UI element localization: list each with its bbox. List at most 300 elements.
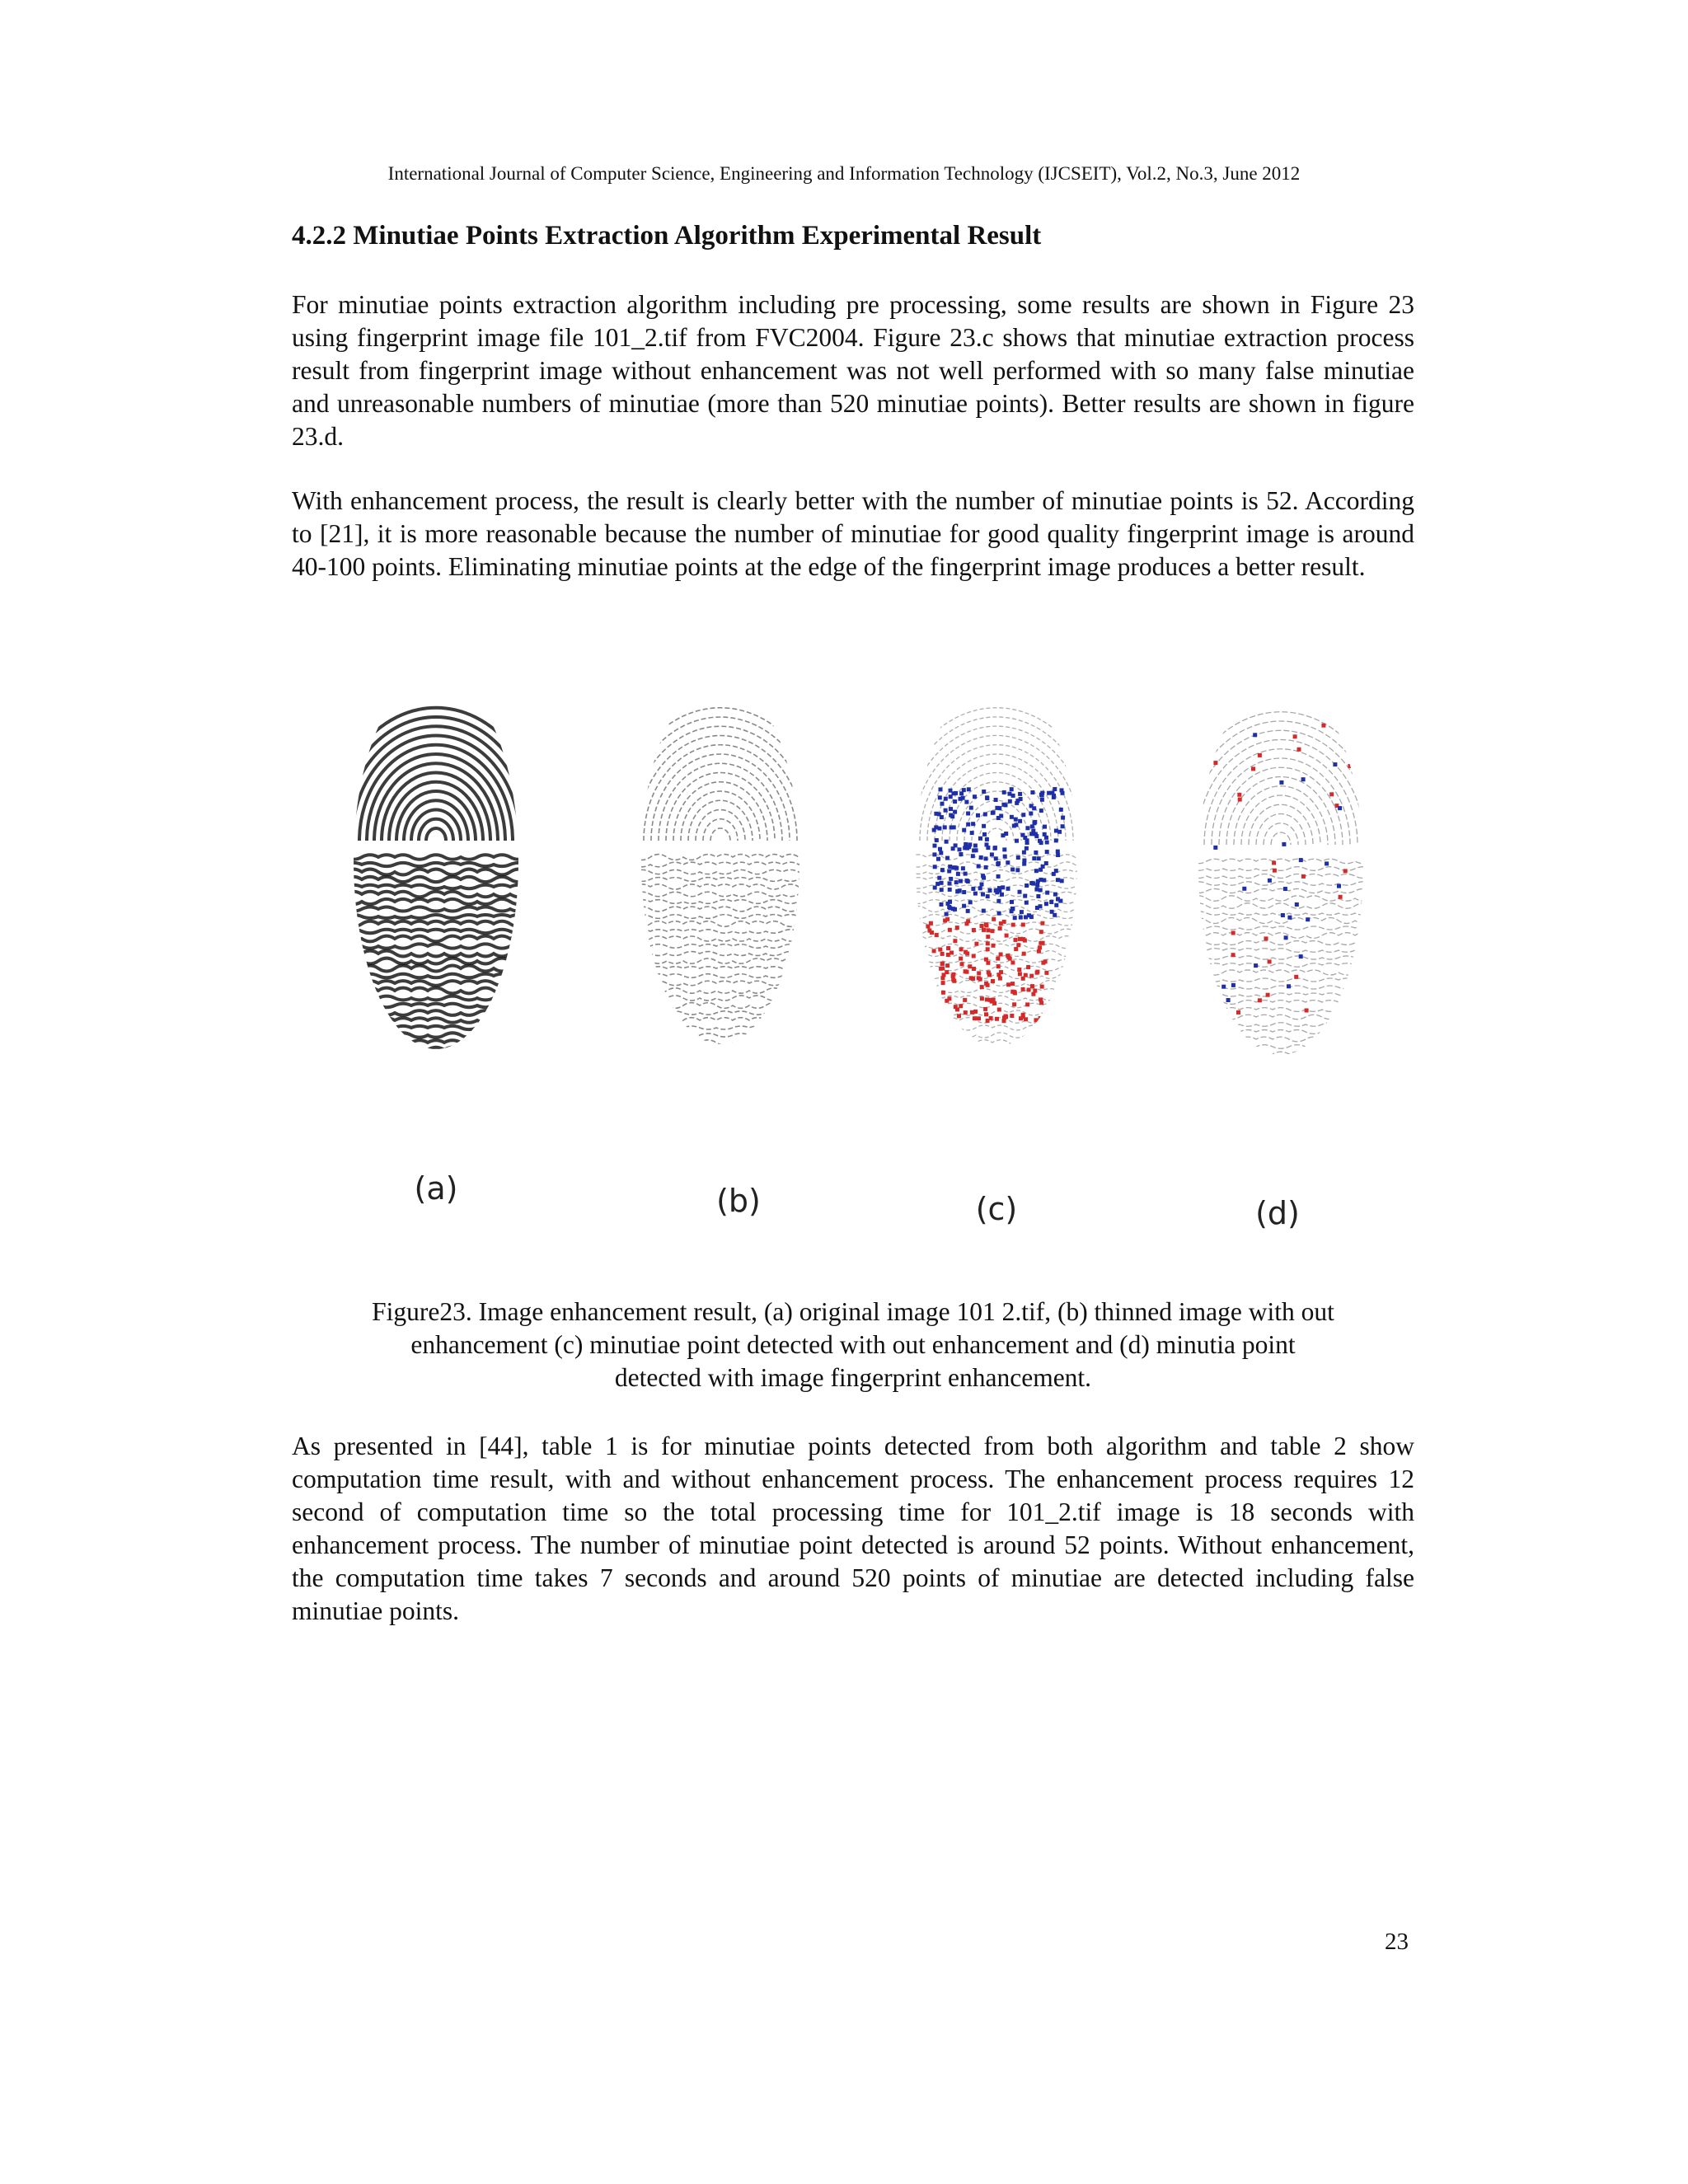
ridge-line bbox=[1190, 896, 1388, 901]
minutia-point bbox=[1279, 780, 1283, 785]
minutia-point bbox=[1003, 855, 1007, 859]
panel-c-minutiae-without-enhancement bbox=[890, 708, 1103, 1045]
minutia-point bbox=[1012, 1002, 1016, 1006]
minutia-point bbox=[1024, 973, 1028, 977]
ridge-line bbox=[910, 944, 1091, 948]
ridge-line bbox=[634, 952, 815, 956]
minutia-point bbox=[1041, 941, 1045, 945]
minutia-point bbox=[1000, 893, 1004, 897]
minutia-point bbox=[971, 822, 975, 826]
minutia-point bbox=[1025, 883, 1029, 888]
minutia-point bbox=[1213, 761, 1217, 765]
minutia-point bbox=[1016, 943, 1020, 947]
minutia-point bbox=[934, 990, 938, 994]
minutia-point bbox=[1045, 841, 1049, 845]
minutia-point bbox=[953, 810, 957, 814]
minutia-point bbox=[1029, 881, 1034, 885]
minutia-point bbox=[1025, 1002, 1029, 1006]
minutia-point bbox=[1325, 861, 1329, 865]
minutia-point bbox=[1015, 868, 1020, 872]
ridge-line bbox=[634, 892, 815, 896]
panel-label-a: (a) bbox=[414, 1170, 458, 1207]
minutia-point bbox=[1044, 861, 1048, 865]
minutia-point bbox=[935, 882, 940, 886]
minutia-point bbox=[1030, 790, 1034, 794]
minutia-point bbox=[989, 1016, 993, 1020]
minutia-point bbox=[940, 902, 944, 907]
minutia-point bbox=[972, 967, 976, 971]
minutia-point bbox=[995, 1017, 999, 1021]
ridge-line bbox=[634, 907, 815, 912]
ridge-line bbox=[634, 1018, 815, 1024]
minutia-point bbox=[1039, 868, 1043, 872]
minutia-point bbox=[1039, 1001, 1043, 1005]
ridge-line bbox=[634, 1033, 815, 1037]
page-number: 23 bbox=[1385, 1929, 1409, 1955]
minutia-point bbox=[1219, 722, 1223, 726]
ridge-line bbox=[634, 855, 815, 860]
ridge-line bbox=[345, 1004, 543, 1007]
minutia-point bbox=[1006, 887, 1010, 891]
ridge-line bbox=[634, 900, 815, 904]
minutia-point bbox=[1037, 949, 1041, 954]
ridge-line bbox=[345, 1047, 543, 1053]
ridge-line bbox=[345, 899, 543, 904]
minutia-point bbox=[940, 967, 945, 971]
minutia-point bbox=[1293, 734, 1297, 738]
minutia-point bbox=[958, 847, 962, 851]
panel-label-d: (d) bbox=[1255, 1195, 1300, 1231]
minutia-point bbox=[1002, 920, 1006, 924]
minutia-point bbox=[1005, 934, 1009, 938]
ridge-line bbox=[345, 855, 543, 859]
minutia-point bbox=[991, 929, 995, 933]
minutia-point bbox=[1284, 935, 1288, 940]
minutia-point bbox=[1021, 813, 1025, 817]
minutia-point bbox=[1231, 931, 1236, 935]
minutia-point bbox=[1059, 808, 1063, 812]
ridge-line bbox=[1197, 740, 1365, 846]
ridge-line bbox=[345, 1010, 543, 1015]
minutia-point bbox=[936, 857, 940, 861]
minutia-point bbox=[973, 892, 978, 896]
minutia-point bbox=[961, 866, 965, 870]
ridge-line bbox=[688, 800, 753, 841]
ridge-line bbox=[1219, 767, 1343, 845]
minutia-point bbox=[982, 790, 986, 794]
minutia-point bbox=[1002, 790, 1006, 794]
caption-line-1: Figure23. Image enhancement result, (a) original image 101 2.tif, (b) thinned image with out bbox=[372, 1297, 1334, 1326]
minutia-point bbox=[993, 846, 997, 851]
minutia-point bbox=[1251, 766, 1255, 771]
minutia-point bbox=[1044, 902, 1048, 906]
minutia-point bbox=[954, 1005, 958, 1009]
minutia-point bbox=[1016, 855, 1020, 860]
ridge-line bbox=[910, 1025, 1091, 1030]
minutia-point bbox=[967, 787, 971, 791]
minutia-point bbox=[940, 962, 945, 966]
minutia-point bbox=[984, 856, 988, 860]
minutia-point bbox=[1022, 859, 1026, 863]
minutia-point bbox=[932, 949, 936, 953]
minutia-point bbox=[970, 1010, 974, 1015]
minutia-point bbox=[987, 972, 992, 977]
minutia-point bbox=[1001, 833, 1005, 837]
minutia-point bbox=[945, 917, 950, 921]
minutia-point bbox=[1040, 921, 1044, 926]
minutia-point bbox=[997, 1008, 1001, 1012]
minutia-point bbox=[1268, 879, 1272, 883]
minutia-point bbox=[1015, 839, 1019, 843]
ridge-line bbox=[345, 915, 543, 918]
minutia-point bbox=[945, 963, 950, 968]
minutia-point bbox=[997, 972, 1001, 977]
minutia-point bbox=[951, 907, 955, 911]
minutia-point bbox=[933, 886, 937, 890]
minutia-point bbox=[946, 946, 950, 950]
minutia-point bbox=[940, 976, 945, 980]
minutia-point bbox=[982, 928, 986, 932]
ridge-line bbox=[634, 878, 815, 882]
minutia-point bbox=[1032, 856, 1036, 860]
minutia-point bbox=[984, 922, 988, 926]
minutia-point bbox=[934, 825, 938, 829]
minutia-point bbox=[978, 837, 982, 841]
minutia-point bbox=[1338, 806, 1342, 810]
minutia-point bbox=[996, 874, 1001, 879]
ridge-line bbox=[1190, 882, 1388, 885]
ridge-line bbox=[1249, 804, 1313, 845]
minutia-point bbox=[954, 791, 958, 795]
minutia-point bbox=[1029, 974, 1034, 978]
panel-label-b: (b) bbox=[716, 1183, 761, 1219]
minutia-point bbox=[1014, 818, 1018, 822]
minutia-point bbox=[953, 799, 957, 804]
minutia-point bbox=[955, 889, 959, 893]
minutia-point bbox=[940, 815, 944, 819]
ridge-line bbox=[345, 869, 543, 875]
minutia-point bbox=[973, 844, 978, 848]
ridge-line bbox=[1264, 823, 1298, 845]
minutia-point bbox=[1035, 971, 1039, 975]
minutia-point bbox=[965, 921, 969, 926]
ridge-line bbox=[636, 736, 804, 841]
minutia-point bbox=[973, 794, 977, 799]
minutia-point bbox=[1019, 797, 1023, 801]
minutia-point bbox=[1025, 826, 1029, 830]
minutia-point bbox=[1053, 893, 1057, 897]
minutia-point bbox=[1010, 1014, 1014, 1018]
ridge-line bbox=[1190, 1052, 1388, 1057]
ridge-line bbox=[345, 958, 543, 964]
ridge-line bbox=[634, 967, 815, 970]
ridge-line bbox=[1190, 970, 1388, 975]
ridge-line bbox=[910, 959, 1091, 963]
minutia-point bbox=[927, 929, 931, 933]
minutia-point bbox=[999, 814, 1003, 818]
ridge-line bbox=[1190, 867, 1388, 871]
ridge-line bbox=[1190, 874, 1388, 879]
ridge-line bbox=[1190, 1037, 1388, 1042]
ridge-line bbox=[634, 1040, 815, 1045]
minutia-point bbox=[953, 939, 957, 943]
ridge-line bbox=[910, 1003, 1091, 1007]
minutia-point bbox=[1266, 993, 1270, 997]
ridge-line bbox=[1190, 1030, 1388, 1034]
minutia-point bbox=[964, 969, 968, 973]
ridge-line bbox=[634, 988, 815, 993]
ridge-line bbox=[1190, 956, 1388, 959]
ridge-line bbox=[345, 981, 543, 986]
figure-caption bbox=[292, 1296, 1414, 1394]
minutia-point bbox=[1038, 945, 1042, 949]
minutia-point bbox=[939, 851, 943, 855]
minutia-point bbox=[1011, 794, 1015, 798]
minutia-point bbox=[981, 874, 985, 878]
ridge-line bbox=[634, 869, 815, 874]
minutia-point bbox=[1333, 762, 1337, 766]
minutia-point bbox=[1034, 851, 1038, 855]
ridge-line bbox=[345, 877, 543, 882]
minutia-point bbox=[972, 928, 976, 932]
ridge-line bbox=[396, 791, 476, 841]
minutia-point bbox=[1025, 838, 1029, 842]
minutia-point bbox=[966, 909, 970, 913]
minutia-point bbox=[982, 824, 986, 828]
minutia-point bbox=[1001, 803, 1006, 807]
minutia-point bbox=[941, 981, 945, 985]
minutia-point bbox=[940, 868, 945, 872]
ridge-line bbox=[1190, 888, 1388, 893]
minutia-point bbox=[983, 1007, 987, 1011]
minutia-point bbox=[1061, 816, 1065, 820]
ridge-line bbox=[1190, 1015, 1388, 1019]
ridge-line bbox=[345, 936, 543, 942]
minutia-point bbox=[962, 904, 966, 908]
minutia-point bbox=[1253, 733, 1257, 737]
ridge-line bbox=[634, 1026, 815, 1029]
minutia-point bbox=[985, 837, 989, 841]
figure-23 bbox=[292, 651, 1414, 1277]
ridge-line bbox=[1190, 963, 1388, 968]
minutia-point bbox=[1031, 992, 1035, 996]
minutia-point bbox=[1337, 884, 1341, 888]
minutia-point bbox=[939, 787, 943, 791]
minutia-point bbox=[990, 1000, 994, 1004]
minutia-point bbox=[1022, 952, 1026, 956]
ridge-line bbox=[910, 870, 1091, 874]
minutia-point bbox=[972, 954, 976, 958]
minutia-point bbox=[1329, 792, 1334, 796]
minutia-point bbox=[980, 985, 984, 989]
minutia-point bbox=[1331, 1017, 1335, 1021]
minutia-point bbox=[1231, 983, 1236, 987]
ridge-line bbox=[1241, 795, 1320, 845]
minutia-point bbox=[1022, 851, 1026, 855]
ridge-line bbox=[634, 974, 815, 978]
minutia-point bbox=[964, 1010, 968, 1015]
minutia-point bbox=[970, 831, 974, 835]
minutia-point bbox=[1053, 787, 1057, 791]
minutia-point bbox=[1237, 793, 1241, 797]
minutia-point bbox=[954, 880, 959, 884]
minutia-point bbox=[955, 926, 959, 930]
minutia-point bbox=[1010, 868, 1015, 872]
minutia-point bbox=[926, 993, 930, 997]
minutia-point bbox=[944, 797, 948, 801]
minutia-point bbox=[997, 806, 1001, 810]
ridge-line bbox=[681, 791, 760, 841]
minutia-point bbox=[1281, 913, 1285, 917]
minutia-point bbox=[1282, 842, 1286, 846]
minutia-point bbox=[1054, 829, 1058, 833]
ridge-line bbox=[634, 1003, 815, 1009]
ridge-line bbox=[910, 989, 1091, 993]
minutia-point bbox=[1025, 846, 1029, 851]
minutia-point bbox=[999, 953, 1003, 957]
ridge-line bbox=[1190, 978, 1388, 982]
minutia-point bbox=[980, 924, 984, 928]
minutia-point bbox=[978, 886, 982, 890]
minutia-point bbox=[959, 947, 964, 951]
minutia-point bbox=[940, 888, 944, 892]
minutia-point bbox=[1021, 937, 1025, 941]
minutia-point bbox=[963, 998, 967, 1002]
ridge-line bbox=[345, 974, 543, 978]
minutia-point bbox=[986, 935, 990, 939]
minutia-point bbox=[1060, 788, 1064, 792]
minutia-point bbox=[966, 823, 970, 827]
minutia-point bbox=[926, 925, 930, 929]
minutia-point bbox=[984, 1012, 988, 1016]
minutia-point bbox=[1012, 824, 1016, 828]
minutia-point bbox=[959, 852, 963, 856]
ridge-line bbox=[1190, 949, 1388, 953]
ridge-line bbox=[345, 885, 543, 888]
minutia-point bbox=[1301, 874, 1306, 879]
ridge-line bbox=[345, 944, 543, 948]
minutia-point bbox=[938, 948, 942, 952]
paragraph-3: As presented in [44], table 1 is for minutiae points detected from both algorithm and table 2 show computation time result, with and without enhancement process. The enhancement process requires 12 second of computation time so the total processing time for 101_2.tif image is 18 seconds with enhancement process. The number of minutiae point detected is around 52 points. Without enhancement, the computation time takes 7 seconds and around 520 points of minutiae are detected including false minutiae points. bbox=[292, 1432, 1414, 1625]
minutia-point bbox=[986, 928, 990, 932]
minutia-point bbox=[1019, 916, 1023, 920]
minutia-point bbox=[980, 996, 984, 1001]
minutia-point bbox=[1010, 900, 1014, 904]
minutia-point bbox=[1034, 1018, 1039, 1022]
ridge-line bbox=[1190, 1001, 1388, 1005]
minutia-point bbox=[977, 1016, 981, 1020]
ridge-line bbox=[1190, 941, 1388, 945]
minutia-point bbox=[1035, 906, 1039, 910]
ridge-line bbox=[634, 884, 815, 889]
minutia-point bbox=[1010, 787, 1014, 791]
minutia-point bbox=[1034, 888, 1039, 892]
minutia-point bbox=[1010, 815, 1014, 819]
minutia-point bbox=[1039, 808, 1043, 813]
minutia-point bbox=[945, 856, 950, 860]
panel-b-thinned-fingerprint bbox=[614, 708, 827, 1045]
minutia-point bbox=[953, 865, 957, 869]
minutia-point bbox=[945, 840, 949, 844]
minutia-point bbox=[996, 899, 1001, 903]
minutia-point bbox=[949, 813, 953, 818]
ridge-line bbox=[1190, 859, 1388, 864]
minutia-point bbox=[1039, 930, 1043, 934]
minutia-point bbox=[1039, 1016, 1043, 1020]
panel-label-c: (c) bbox=[975, 1191, 1018, 1227]
ridge-line bbox=[910, 1033, 1091, 1038]
minutia-point bbox=[990, 852, 994, 856]
panel-d-minutiae-with-enhancement bbox=[1175, 712, 1388, 1057]
minutia-point bbox=[985, 842, 989, 846]
ridge-line bbox=[634, 862, 815, 867]
minutia-point bbox=[996, 861, 1001, 865]
minutia-point bbox=[964, 842, 968, 846]
ridge-line bbox=[345, 966, 543, 972]
minutia-point bbox=[1030, 824, 1034, 828]
minutia-point bbox=[1013, 991, 1017, 996]
minutia-point bbox=[1043, 832, 1047, 837]
minutia-point bbox=[1056, 878, 1060, 882]
minutia-point bbox=[956, 872, 960, 876]
ridge-line bbox=[634, 921, 815, 927]
section-title: 4.2.2 Minutiae Points Extraction Algorithm Experimental Result bbox=[292, 221, 1042, 251]
minutia-point bbox=[949, 877, 953, 881]
minutia-point bbox=[1231, 953, 1236, 957]
minutia-point bbox=[1054, 869, 1058, 873]
ridge-line bbox=[1190, 933, 1388, 939]
minutia-point bbox=[951, 974, 955, 978]
ridge-line bbox=[659, 763, 782, 841]
ridge-line bbox=[345, 907, 543, 911]
minutia-point bbox=[950, 826, 954, 830]
minutia-point bbox=[948, 888, 952, 892]
minutia-point bbox=[998, 926, 1002, 930]
minutia-point bbox=[986, 894, 990, 898]
minutia-point bbox=[983, 813, 987, 817]
minutia-point bbox=[1043, 825, 1047, 829]
minutia-point bbox=[946, 953, 950, 957]
ridge-line bbox=[710, 828, 730, 841]
ridge-line bbox=[634, 1011, 815, 1015]
minutia-point bbox=[973, 1016, 977, 1020]
ridge-line bbox=[910, 981, 1091, 987]
minutia-point bbox=[1020, 910, 1024, 914]
ridge-line bbox=[345, 892, 543, 898]
minutia-point bbox=[1013, 916, 1017, 920]
ridge-line bbox=[905, 726, 1088, 841]
minutia-point bbox=[992, 917, 996, 921]
minutia-point bbox=[1039, 888, 1043, 893]
minutia-point bbox=[969, 806, 973, 810]
minutia-point bbox=[1018, 937, 1022, 941]
minutia-point bbox=[941, 991, 945, 995]
minutia-point bbox=[1008, 799, 1012, 804]
minutia-point bbox=[964, 950, 968, 954]
ridge-line bbox=[345, 1026, 543, 1029]
minutia-point bbox=[992, 944, 996, 948]
minutia-point bbox=[1050, 910, 1054, 914]
minutia-point bbox=[957, 1014, 961, 1018]
minutia-point bbox=[1258, 753, 1262, 757]
ridge-line bbox=[345, 988, 543, 994]
minutia-point bbox=[977, 971, 981, 975]
minutia-point bbox=[961, 796, 965, 800]
ridge-line bbox=[1190, 926, 1388, 930]
minutia-point bbox=[1283, 887, 1287, 891]
minutia-point bbox=[926, 1007, 930, 1011]
minutia-point bbox=[1026, 965, 1030, 969]
